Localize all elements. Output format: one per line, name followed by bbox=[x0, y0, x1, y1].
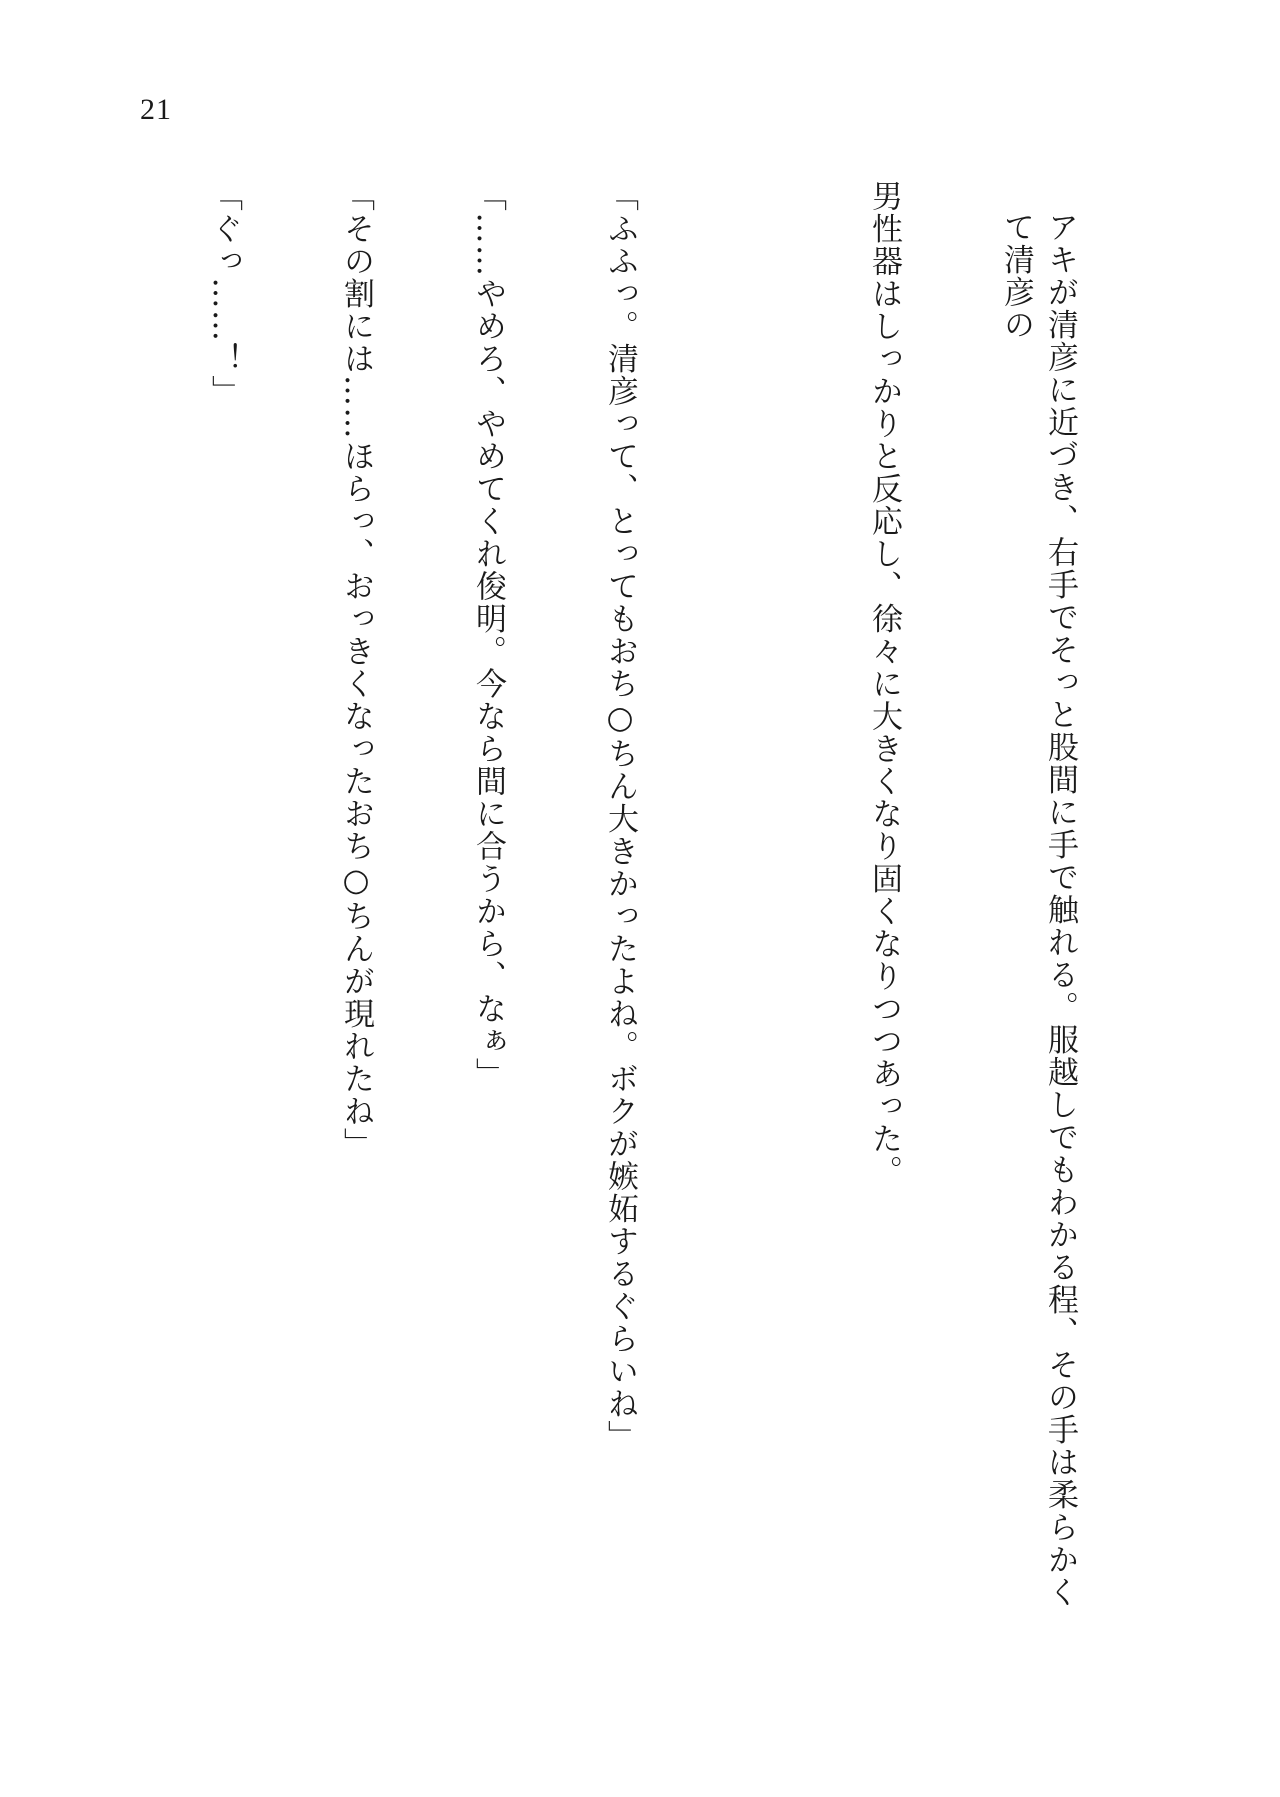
paragraph-line: アキが清彦に近づき、右手でそっと股間に手で触れる。服越しでもわかる程、その手は柔らかくて清彦の bbox=[998, 211, 1078, 1609]
line-spacer bbox=[70, 180, 114, 1620]
paragraph-line: 男性器はしっかりと反応し、徐々に大きくなり固くなりつつあった。 bbox=[866, 180, 902, 1188]
line-spacer bbox=[730, 180, 774, 1620]
novel-text-body bbox=[110, 180, 1170, 1620]
dialogue-line: 「その割には……ほらっ、おっきくなったおち○ちんが現れたね」 bbox=[338, 180, 374, 1160]
dialogue-line: 「……やめろ、やめてくれ俊明。今なら間に合うから、なぁ」 bbox=[470, 180, 506, 1090]
page-number: 21 bbox=[140, 93, 172, 126]
dialogue-line: 「ぐっ……！」 bbox=[206, 180, 242, 408]
dialogue-line: 「ふふっ。清彦って、とってもおち○ちん大きかったよね。ボクが嫉妬するぐらいね」 bbox=[602, 180, 638, 1453]
